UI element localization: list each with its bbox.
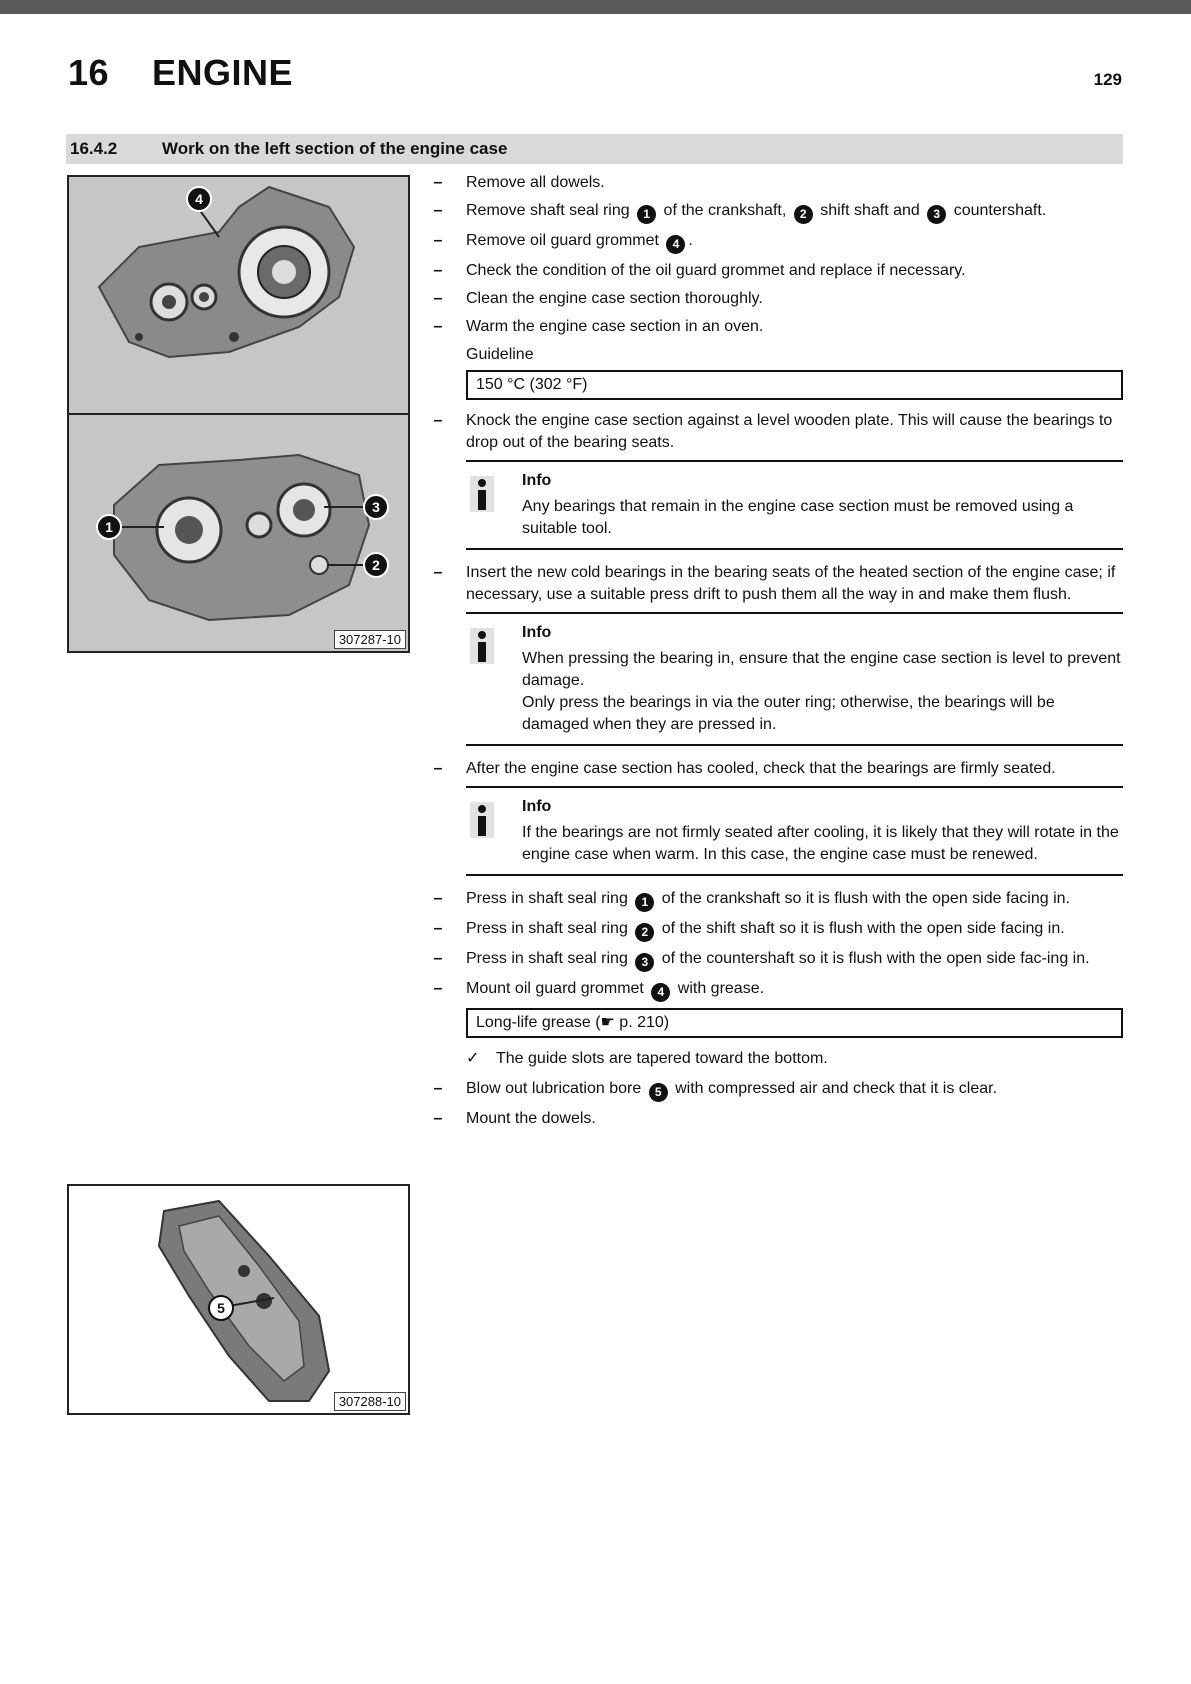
info-box [466,786,1123,876]
step-item: – Warm the engine case section in an oven. [430,316,1123,338]
checkmark-icon: ✓ [466,1050,480,1067]
grease-spec: Long-life grease (☛ p. 210) [466,1008,1123,1038]
step-item: – Insert the new cold bearings in the bearing seats of the heated section of the engine case; if necessary, use a suitable press drift to push them all the way in and make them flush. [430,562,1123,606]
callout-badge-icon: 4 [666,235,685,254]
callout-badge-icon: 2 [794,205,813,224]
step-item: – Mount the dowels. [430,1108,1123,1130]
step-item: – Press in shaft seal ring 2 of the shift shaft so it is flush with the open side facing in. [430,918,1123,942]
dash-icon: – [433,318,443,335]
engine-case-illustration-bottom [69,415,408,651]
page-number: 129 [1093,70,1122,89]
section-title: Work on the left section of the engine case [162,139,508,158]
step-item: – Press in shaft seal ring 1 of the crankshaft so it is flush with the open side facing in. [430,888,1123,912]
callout-4-label: 4 [195,191,203,207]
step-item: – Knock the engine case section against a level wooden plate. This will cause the bearings to drop out of the bearing seats. [430,410,1123,454]
guideline-value: 150 °C (302 °F) [466,370,1123,400]
chapter-heading [68,52,293,94]
chapter-title: ENGINE [152,52,294,93]
dash-icon: – [433,290,443,307]
dash-icon: – [433,564,443,581]
section-heading [66,134,1123,164]
info-icon [470,802,494,838]
engine-case-side-illustration [69,1186,408,1413]
top-bar [0,0,1191,14]
dash-icon: – [433,202,443,219]
chapter-number: 16 [68,52,110,93]
step-item: – Remove oil guard grommet 4 . [430,230,1123,254]
guideline-label: Guideline [466,346,534,363]
section-number: 16.4.2 [70,139,118,158]
callout-badge-icon: 4 [651,983,670,1002]
step-item: – Mount oil guard grommet 4 with grease. [430,978,1123,1002]
step-item: – Press in shaft seal ring 3 of the countershaft so it is flush with the open side fac-ing in. [430,948,1123,972]
callout-3-label: 3 [372,499,380,515]
dash-icon: – [433,1110,443,1127]
info-box [466,612,1123,746]
photo-engine-case-bottom [69,415,408,651]
callout-badge-icon: 2 [635,923,654,942]
callout-5-label: 5 [217,1300,225,1316]
dash-icon: – [433,980,443,997]
callout-badge-icon: 1 [637,205,656,224]
figure-engine-case-left [67,175,410,653]
callout-badge-icon: 3 [927,205,946,224]
callout-1-label: 1 [105,519,113,535]
step-item: – Check the condition of the oil guard grommet and replace if necessary. [430,260,1123,282]
callout-2-label: 2 [372,557,380,573]
dash-icon: – [433,412,443,429]
dash-icon: – [433,1080,443,1097]
dash-icon: – [433,890,443,907]
dash-icon: – [433,232,443,249]
figure-code: 307287-10 [334,630,406,649]
engine-case-illustration-top [69,177,408,413]
figure-code: 307288-10 [334,1392,406,1411]
callout-badge-icon: 1 [635,893,654,912]
dash-icon: – [433,262,443,279]
info-text: Any bearings that remain in the engine case section must be removed using a suitable tool. [522,498,1074,537]
check-item: ✓ The guide slots are tapered toward the bottom. [430,1048,1123,1070]
dash-icon: – [433,174,443,191]
step-item: – After the engine case section has cooled, check that the bearings are firmly seated. [430,758,1123,780]
step-item: – Clean the engine case section thoroughly. [430,288,1123,310]
info-text: When pressing the bearing in, ensure that the engine case section is level to prevent damage. [522,650,1121,689]
info-icon [470,628,494,664]
instruction-list [430,172,1123,1136]
step-item: – Remove all dowels. [430,172,1123,194]
figure-lubrication-bore [67,1184,410,1415]
info-text: If the bearings are not firmly seated after cooling, it is likely that they will rotate in the engine case when warm. In this case, the engine case must be renewed. [522,824,1119,863]
info-icon [470,476,494,512]
info-box [466,460,1123,550]
step-item: – Remove shaft seal ring 1 of the crankshaft, 2 shift shaft and 3 countershaft. [430,200,1123,224]
info-title: Info [522,798,552,815]
photo-engine-case-top [69,177,408,413]
callout-badge-icon: 3 [635,953,654,972]
dash-icon: – [433,920,443,937]
step-item: – Blow out lubrication bore 5 with compressed air and check that it is clear. [430,1078,1123,1102]
info-text: Only press the bearings in via the outer ring; otherwise, the bearings will be damaged when they are pressed in. [522,694,1055,733]
dash-icon: – [433,760,443,777]
callout-badge-icon: 5 [649,1083,668,1102]
info-title: Info [522,472,552,489]
info-title: Info [522,624,552,641]
dash-icon: – [433,950,443,967]
